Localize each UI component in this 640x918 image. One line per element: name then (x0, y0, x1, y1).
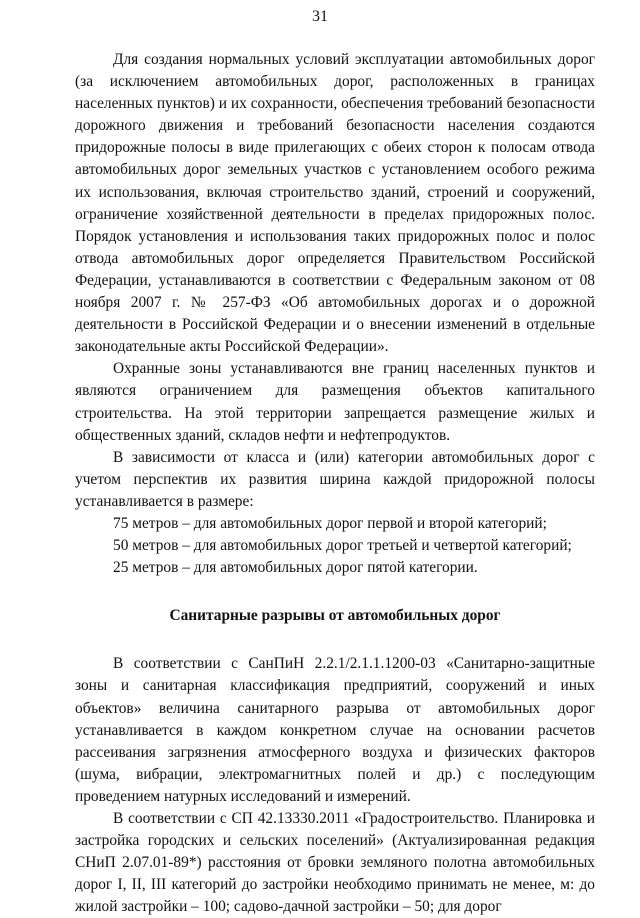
paragraph-sanpin: В соответствии с СанПиН 2.2.1/2.1.1.1200-03 «Санитарно-защитные зоны и санитарная классификация предприятий, сооружений и иных объектов» величина санитарного разрыва от автомобильных дорог устанавливается в каждом конкретном случае на основании расчетов рассеивания загрязнения атмосферного воздуха и физических факторов (шума, вибрации, электромагнитных полей и др.) с последующим проведением натурных исследований и измерений. (75, 655, 595, 805)
paragraph-roadside-strips: Для создания нормальных условий эксплуатации автомобильных дорог (за исключением автомобильных дорог, расположенных в границах населенных пунктов) и их сохранности, обеспечения требований безопасности дорожного движения и требований безопасности населения создаются придорожные полосы в виде прилегающих с обеих сторон к полосам отвода автомобильных дорог земельных участков с установлением особого режима их использования, включая строительство зданий, строений и сооружений, ограничение хозяйственной деятельности в пределах придорожных полос. Порядок установления и использования таких придорожных полос и полос отвода автомобильных дорог определяется Правительством Российской Федерации, устанавливаются в соответствии с Федеральным законом от 08 ноября 2007 г. № 257-ФЗ «Об автомобильных дорогах и о дорожной деятельности в Российской Федерации и о внесении изменений в отдельные законодательные акты Российской Федерации». (75, 51, 595, 356)
strip-width-list (75, 513, 595, 579)
paragraph-sp-42: В соответствии с СП 42.13330.2011 «Градостроительство. Планировка и застройка городских и сельских поселений» (Актуализированная редакция СНиП 2.07.01-89*) расстояния от бровки земляного полотна автомобильных дорог I, II, III категорий до застройки необходимо принимать не менее, м: до жилой застройки – 100; садово-дачной застройки – 50; для дорог (75, 810, 595, 916)
section-heading-sanitary-gaps: Санитарные разрывы от автомобильных дорог (169, 607, 501, 625)
paragraph-strip-width-intro: В зависимости от класса и (или) категории автомобильных дорог с учетом перспектив их развития ширина каждой придорожной полосы устанавливается в размере: (75, 448, 595, 510)
document-body (75, 49, 595, 918)
list-item: 75 метров – для автомобильных дорог первой и второй категорий; (113, 514, 547, 532)
list-item: 50 метров – для автомобильных дорог третьей и четвертой категорий; (113, 537, 572, 555)
page-number: 31 (312, 8, 328, 25)
list-item: 25 метров – для автомобильных дорог пятой категории. (113, 559, 478, 577)
paragraph-protection-zones: Охранные зоны устанавливаются вне границ населенных пунктов и являются ограничением для размещения объектов капитального строительства. На этой территории запрещается размещение жилых и общественных зданий, складов нефти и нефтепродуктов. (75, 360, 595, 444)
